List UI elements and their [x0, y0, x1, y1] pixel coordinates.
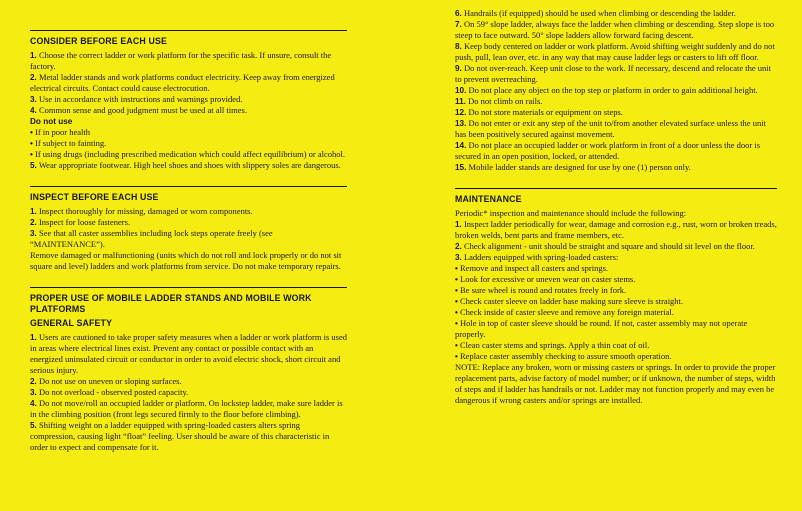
item-prefix: 8. — [455, 42, 462, 51]
item-prefix: 14. — [455, 141, 467, 150]
numbered-item — [30, 50, 347, 72]
item-text: Do not enter or exit any step of the unit to/from another elevated surface unless the unit has been positively secured against movement. — [455, 118, 766, 139]
item-text: Check alignment - unit should be straight and square and should sit level on the floor. — [463, 241, 755, 251]
item-prefix: 15. — [455, 163, 467, 172]
item-text: Do not use on uneven or sloping surfaces. — [38, 376, 182, 386]
item-text: NOTE: Replace any broken, worn or missing casters or springs. In order to provide the proper replacement parts, advise factory of model number; or if unknown, the number of steps, width of steps and if ladder has handrails or not. Ladder may not function properly and may even be dangerous if wrong casters and/or springs are installed. — [455, 362, 776, 405]
item-text: Remove damaged or malfunctioning (units which do not roll and lock properly or do not sit square and level) ladders and work platforms from service. Do not make temporary repairs. — [30, 250, 342, 271]
item-text: Do not place an occupied ladder or work platform in front of a door unless the door is secured in an open position, locked, or attended. — [455, 140, 761, 161]
item-prefix: 7. — [455, 20, 462, 29]
item-prefix: • — [455, 341, 458, 350]
item-prefix: 2. — [30, 218, 37, 227]
item-text: Metal ladder stands and work platforms conduct electricity. Keep away from energized electrical circuits. Contact could cause electrocution. — [30, 72, 335, 93]
item-text: Be sure wheel is round and rotates freely in fork. — [460, 285, 627, 295]
numbered-item — [455, 219, 777, 241]
section-heading-maintenance: MAINTENANCE — [455, 194, 522, 204]
item-text: On 59° slope ladder, always face the ladder when climbing or descending. Step slope is too steep to face outward. 50° slope ladders allow forward facing descent. — [455, 19, 775, 40]
item-prefix: 3. — [455, 253, 462, 262]
section-consider-before-each-use — [30, 30, 347, 171]
section-divider — [30, 30, 347, 31]
item-prefix: 3. — [30, 388, 37, 397]
item-text: Do not place any object on the top step or platform in order to gain additional height. — [468, 85, 758, 95]
bullet-item — [30, 149, 347, 160]
numbered-item — [30, 116, 347, 127]
bullet-item — [455, 296, 777, 307]
section-heading-inspect-before-each-use: INSPECT BEFORE EACH USE — [30, 192, 159, 202]
item-prefix: 1. — [30, 207, 37, 216]
item-prefix: 3. — [30, 95, 37, 104]
item-prefix: • — [455, 275, 458, 284]
item-prefix: 2. — [455, 242, 462, 251]
item-text: Do not over-reach. Keep unit close to the work. If necessary, descend and relocate the unit to prevent overreaching. — [455, 63, 772, 84]
item-prefix: • — [30, 128, 33, 137]
numbered-item — [455, 118, 777, 140]
bullet-item — [455, 307, 777, 318]
section-heading-consider-before-each-use: CONSIDER BEFORE EACH USE — [30, 36, 168, 46]
item-prefix: 1. — [30, 51, 37, 60]
bullet-item — [455, 318, 777, 340]
numbered-item — [30, 94, 347, 105]
item-prefix: • — [455, 286, 458, 295]
section-heading-general-safety: GENERAL SAFETY — [30, 318, 113, 328]
section-maintenance — [455, 188, 777, 406]
item-prefix: 4. — [30, 106, 37, 115]
item-text: Inspect ladder periodically for wear, damage and corrosion e.g., rust, worn or broken treads, broken welds, bent parts and frame members, etc. — [455, 219, 777, 240]
numbered-item — [30, 206, 347, 217]
item-text: Check caster sleeve on ladder base making sure sleeve is straight. — [460, 296, 684, 306]
item-text: Look for excessive or uneven wear on caster stems. — [460, 274, 636, 284]
bullet-item — [455, 263, 777, 274]
item-text: If in poor health — [35, 127, 90, 137]
item-prefix: 5. — [30, 421, 37, 430]
numbered-item — [455, 19, 777, 41]
item-prefix: 10. — [455, 86, 467, 95]
bullet-item — [455, 285, 777, 296]
item-text: Handrails (if equipped) should be used when climbing or descending the ladder. — [463, 8, 736, 18]
numbered-item — [30, 228, 347, 250]
item-prefix: Do not use — [30, 117, 73, 126]
item-prefix: 1. — [30, 333, 37, 342]
bullet-item — [455, 340, 777, 351]
bullet-item — [455, 351, 777, 362]
item-prefix: • — [455, 319, 458, 328]
item-text: Hole in top of caster sleeve should be round. If not, caster assembly may not operate properly. — [455, 318, 748, 339]
item-text: Use in accordance with instructions and warnings provided. — [38, 94, 243, 104]
item-text: See that all caster assemblies including lock steps operate freely (see “MAINTENANCE”). — [30, 228, 273, 249]
numbered-item — [455, 63, 777, 85]
item-text: Common sense and good judgment must be used at all times. — [38, 105, 247, 115]
item-text: Inspect thoroughly for missing, damaged or worn components. — [38, 206, 253, 216]
left-column — [30, 30, 347, 453]
numbered-item — [455, 162, 777, 173]
numbered-item — [30, 420, 347, 453]
item-text: Replace caster assembly checking to assure smooth operation. — [460, 351, 672, 361]
section-inspect-before-each-use — [30, 186, 347, 272]
item-prefix: 3. — [30, 229, 37, 238]
right-column — [455, 8, 777, 406]
numbered-item — [30, 160, 347, 171]
item-prefix: • — [455, 297, 458, 306]
item-prefix: • — [455, 308, 458, 317]
numbered-item — [30, 387, 347, 398]
numbered-item — [30, 332, 347, 376]
numbered-item — [455, 96, 777, 107]
numbered-item — [455, 241, 777, 252]
numbered-item — [455, 8, 777, 19]
bullet-item — [30, 127, 347, 138]
item-text: Mobile ladder stands are designed for use by one (1) person only. — [468, 162, 691, 172]
item-text: Shifting weight on a ladder equipped with spring-loaded casters alters spring compression, causing light “float” feeling. User should be aware of this characteristic in order to expect and compensate for it. — [30, 420, 330, 452]
section-heading-proper-use-of-mobile-ladder-stands-and-mobile-work-platforms: PROPER USE OF MOBILE LADDER STANDS AND MOBILE WORK PLATFORMS — [30, 293, 312, 314]
paragraph — [455, 208, 777, 219]
numbered-item — [455, 41, 777, 63]
section-divider — [455, 188, 777, 189]
item-prefix: • — [455, 352, 458, 361]
item-prefix: 12. — [455, 108, 467, 117]
item-prefix: 13. — [455, 119, 467, 128]
item-text: Do not store materials or equipment on steps. — [468, 107, 623, 117]
item-text: Do not overload - observed posted capacity. — [38, 387, 189, 397]
item-text: Users are cautioned to take proper safety measures when a ladder or work platform is used in areas where electrical lines exist. Prevent any contact or possible contact with an energized uninsulated circuit or conductor in order to avoid electric shock, short circuit and serious injury. — [30, 332, 347, 375]
item-text: If subject to fainting. — [35, 138, 107, 148]
item-prefix: • — [455, 264, 458, 273]
numbered-item — [30, 105, 347, 116]
item-prefix: 5. — [30, 161, 37, 170]
paragraph — [30, 250, 347, 272]
section-divider — [30, 287, 347, 288]
item-prefix: 9. — [455, 64, 462, 73]
bullet-item — [455, 274, 777, 285]
section-divider — [30, 186, 347, 187]
item-prefix: 1. — [455, 220, 462, 229]
item-text: If using drugs (including prescribed medication which could affect equilibrium) or alcohol. — [35, 149, 346, 159]
item-text: Keep body centered on ladder or work platform. Avoid shifting weight suddenly and do not push, pull, lean over, etc. in any way that may cause ladder legs or casters to lift off floor. — [455, 41, 775, 62]
numbered-item — [455, 107, 777, 118]
numbered-item — [30, 398, 347, 420]
item-prefix: • — [30, 139, 33, 148]
numbered-item — [455, 252, 777, 263]
item-text: Wear appropriate footwear. High heel shoes and shoes with slippery soles are dangerous. — [38, 160, 341, 170]
numbered-item — [455, 140, 777, 162]
item-text: Choose the correct ladder or work platform for the specific task. If unsure, consult the factory. — [30, 50, 332, 71]
numbered-item — [30, 72, 347, 94]
item-prefix: 4. — [30, 399, 37, 408]
paragraph — [455, 362, 777, 406]
section-continued-items — [455, 8, 777, 173]
section-proper-use-of-mobile-ladder-stands-and-mobile-work-platforms — [30, 287, 347, 453]
numbered-item — [30, 217, 347, 228]
item-text: Clean caster stems and springs. Apply a thin coat of oil. — [460, 340, 650, 350]
item-prefix: 6. — [455, 9, 462, 18]
item-prefix: 2. — [30, 73, 37, 82]
numbered-item — [30, 376, 347, 387]
item-text: Check inside of caster sleeve and remove any foreign material. — [460, 307, 674, 317]
item-text: Ladders equipped with spring-loaded casters: — [463, 252, 619, 262]
bullet-item — [30, 138, 347, 149]
item-text: Do not move/roll an occupied ladder or platform. On lockstep ladder, make sure ladder is in the climbing position (front legs secured firmly to the floor before climbing). — [30, 398, 343, 419]
item-prefix: 2. — [30, 377, 37, 386]
item-text: Remove and inspect all casters and springs. — [460, 263, 609, 273]
item-text: Periodic* inspection and maintenance should include the following: — [455, 208, 687, 218]
numbered-item — [455, 85, 777, 96]
item-text: Inspect for loose fasteners. — [38, 217, 131, 227]
item-prefix: • — [30, 150, 33, 159]
item-text: Do not climb on rails. — [468, 96, 543, 106]
item-prefix: 11. — [455, 97, 466, 106]
